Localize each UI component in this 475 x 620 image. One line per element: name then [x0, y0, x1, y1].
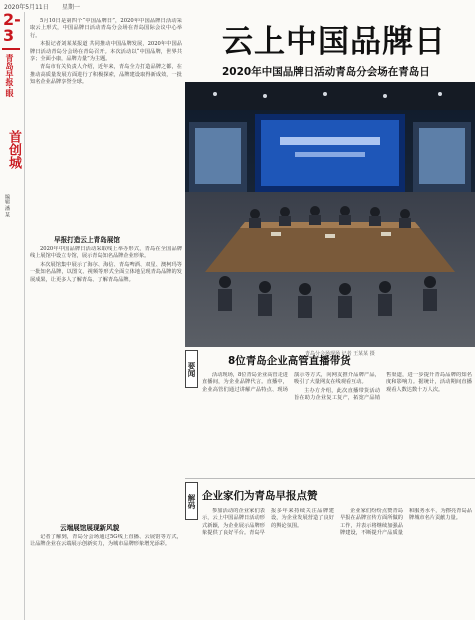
- news-1-title: 8位青岛企业高管直播带货: [228, 355, 351, 367]
- paragraph: 5月10日是第四个“中国品牌日”，2020年中国品牌日活动采取云上形式，中国品牌日活动青岛分会场在青岛国际会议中心举行。: [30, 18, 182, 39]
- photo-caption: 青岛分会场现场 记者 王某某 摄: [305, 351, 375, 357]
- paragraph: 本报记者刘某某报道 共同推动中国品牌发展，2020年中国品牌日活动青岛分会场在青岛召开。本次活动以“中国品牌，世界共享；全面小康，品牌力量”为主题。: [30, 41, 182, 63]
- section-tag: 解码: [185, 482, 198, 520]
- paragraph: 记者了解到，青岛分会场通过5G线上直播、云展馆等方式，让品牌企业在云端展示创新实力，为城市品牌形象增光添彩。: [30, 534, 182, 548]
- sidebar-heading: 早报打造云上青岛展馆: [54, 236, 120, 244]
- sidebar-text-2: [30, 534, 182, 620]
- page-sidebar: [0, 12, 22, 620]
- issue-weekday: 星期一: [62, 4, 81, 11]
- issue-date: 2020年5月11日: [4, 4, 49, 11]
- paragraph: 活动现场，8位青岛企业高管走进直播间，为企业品牌代言。直播中，企业高管们通过讲解产品特点、现场演示等方式，向网友推介品牌产品，吸引了大量网友在线观看互动。: [202, 372, 380, 393]
- section-divider: [185, 478, 475, 479]
- news-1-body: [202, 372, 472, 472]
- paragraph: 青岛市有关负责人介绍，近年来，青岛全力打造品牌之都，在推动高质量发展方面进行了积极探索，品牌建设取得新成效，一批知名企业品牌享誉全球。: [30, 64, 182, 86]
- news-2-body: [202, 508, 472, 618]
- paragraph: 企业家们纷纷点赞青岛早报在品牌宣传方面所做的工作，并表示将继续加强品牌建设，不断提升产品质量和服务水平，为擦亮青岛品牌城市名片贡献力量。: [340, 508, 472, 537]
- paragraph: 主办方介绍，此次直播带货活动旨在助力企业复工复产，拓宽产品销售渠道，进一步提升青岛品牌的知名度和影响力。据统计，活动期间直播观看人数达数十万人次。: [294, 372, 472, 402]
- section-title: 青岛早报·眼: [5, 54, 14, 98]
- sidebar-heading-2: 云端展馆展现新风貌: [60, 524, 120, 532]
- paragraph: 2020年中国品牌日活动采取线上举办形式，青岛在全国品牌线上展馆中设立专馆，展示青岛知名品牌企业形象。: [30, 246, 182, 260]
- sidebar-text: [30, 246, 182, 506]
- section-tag: 要闻: [185, 350, 198, 388]
- venue-photo-image: [185, 82, 475, 347]
- editor-line: 编辑 潘 某: [4, 194, 10, 218]
- page-title: 云上中国品牌日: [222, 24, 446, 60]
- intro-text: [30, 18, 182, 228]
- column-divider: [24, 12, 25, 620]
- paragraph: 本次展馆集中展示了海尔、海信、青岛啤酒、双星、澳柯玛等一批知名品牌，以图文、视频等形式全面立体地呈现青岛品牌的发展成果，让更多人了解青岛、了解青岛品牌。: [30, 261, 182, 283]
- page-header: [0, 0, 475, 10]
- venue-photo: [185, 82, 475, 347]
- page-number: 2-3: [3, 10, 21, 45]
- accent-rule: [2, 48, 20, 50]
- paragraph: 参加活动的企业家们表示，云上中国品牌日活动形式新颖，为企业展示品牌形象提供了良好平台。青岛早报多年来持续关注品牌建设，为企业发展营造了良好的舆论氛围。: [202, 508, 334, 537]
- section-label: 首创城: [6, 130, 21, 169]
- news-2-title: 企业家们为青岛早报点赞: [202, 490, 318, 502]
- page-subtitle: 2020年中国品牌日活动青岛分会场在青岛日: [222, 66, 430, 78]
